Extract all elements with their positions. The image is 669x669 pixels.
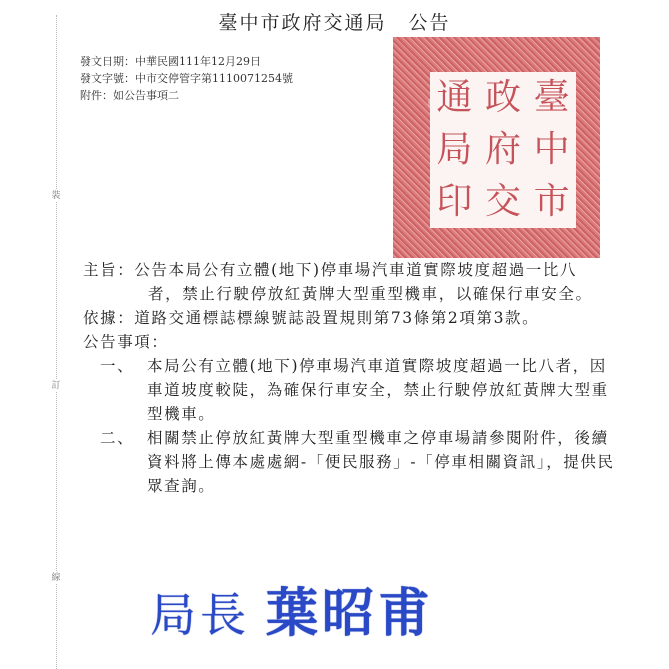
announcement-item-2 — [83, 426, 617, 498]
issue-date-label: 發文日期： — [80, 55, 135, 68]
seal-char: 市 — [533, 181, 570, 222]
seal-inner — [430, 72, 576, 228]
seal-char: 臺 — [533, 77, 570, 118]
subject-section — [83, 258, 593, 306]
official-seal-stamp — [393, 37, 600, 258]
item-number: 二、 — [100, 429, 135, 447]
director-signature — [150, 583, 435, 644]
subject-line-2: 者，禁止行駛停放紅黃牌大型重型機車，以確保行車安全。 — [148, 285, 593, 303]
attachment-value: 如公告事項二 — [113, 89, 179, 102]
signature-role: 局長 — [150, 588, 250, 642]
seal-char: 府 — [485, 129, 522, 170]
document-type: 公告 — [408, 12, 451, 34]
announcements-section — [83, 330, 617, 498]
seal-char: 交 — [485, 181, 522, 222]
subject-line-1: 公告本局公有立體(地下)停車場汽車道實際坡度超過一比八 — [134, 261, 578, 279]
document-meta — [80, 53, 293, 104]
item-number: 一、 — [100, 357, 135, 375]
basis-label: 依據： — [83, 309, 135, 327]
basis-text: 道路交通標誌標線號誌設置規則第73條第2項第3款。 — [134, 309, 540, 327]
item-text: 相關禁止停放紅黃牌大型重型機車之停車場請參閱附件，後續資料將上傳本處處網-「便民服務」-「停車相關資訊」，提供民眾查詢。 — [147, 429, 615, 495]
attachment — [80, 87, 293, 104]
seal-char: 印 — [436, 181, 473, 222]
document-title — [0, 8, 669, 35]
attachment-label: 附件： — [80, 89, 113, 102]
seal-char: 政 — [485, 77, 522, 118]
seal-char: 局 — [436, 129, 473, 170]
subject-label: 主旨： — [83, 261, 135, 279]
binding-line — [56, 15, 57, 669]
announcements-label: 公告事項： — [83, 333, 169, 351]
reference-number-value: 中市交停管字第1110071254號 — [135, 72, 293, 85]
binding-mark-xian: 線 — [49, 572, 63, 584]
issue-date — [80, 53, 293, 70]
reference-number-label: 發文字號： — [80, 72, 135, 85]
basis-section — [83, 306, 539, 330]
binding-mark-zhuang: 裝 — [49, 190, 63, 202]
item-text: 本局公有立體(地下)停車場汽車道實際坡度超過一比八者，因車道坡度較陡，為確保行車安全，禁止行駛停放紅黃牌大型重型機車。 — [147, 357, 609, 423]
issue-date-value: 中華民國111年12月29日 — [135, 55, 261, 68]
binding-mark-ding: 訂 — [49, 380, 63, 392]
announcement-item-1 — [83, 354, 617, 426]
seal-char: 通 — [436, 77, 473, 118]
signature-name: 葉昭甫 — [266, 583, 435, 644]
reference-number — [80, 70, 293, 87]
agency-name: 臺中市政府交通局 — [218, 12, 387, 34]
seal-char: 中 — [533, 129, 570, 170]
